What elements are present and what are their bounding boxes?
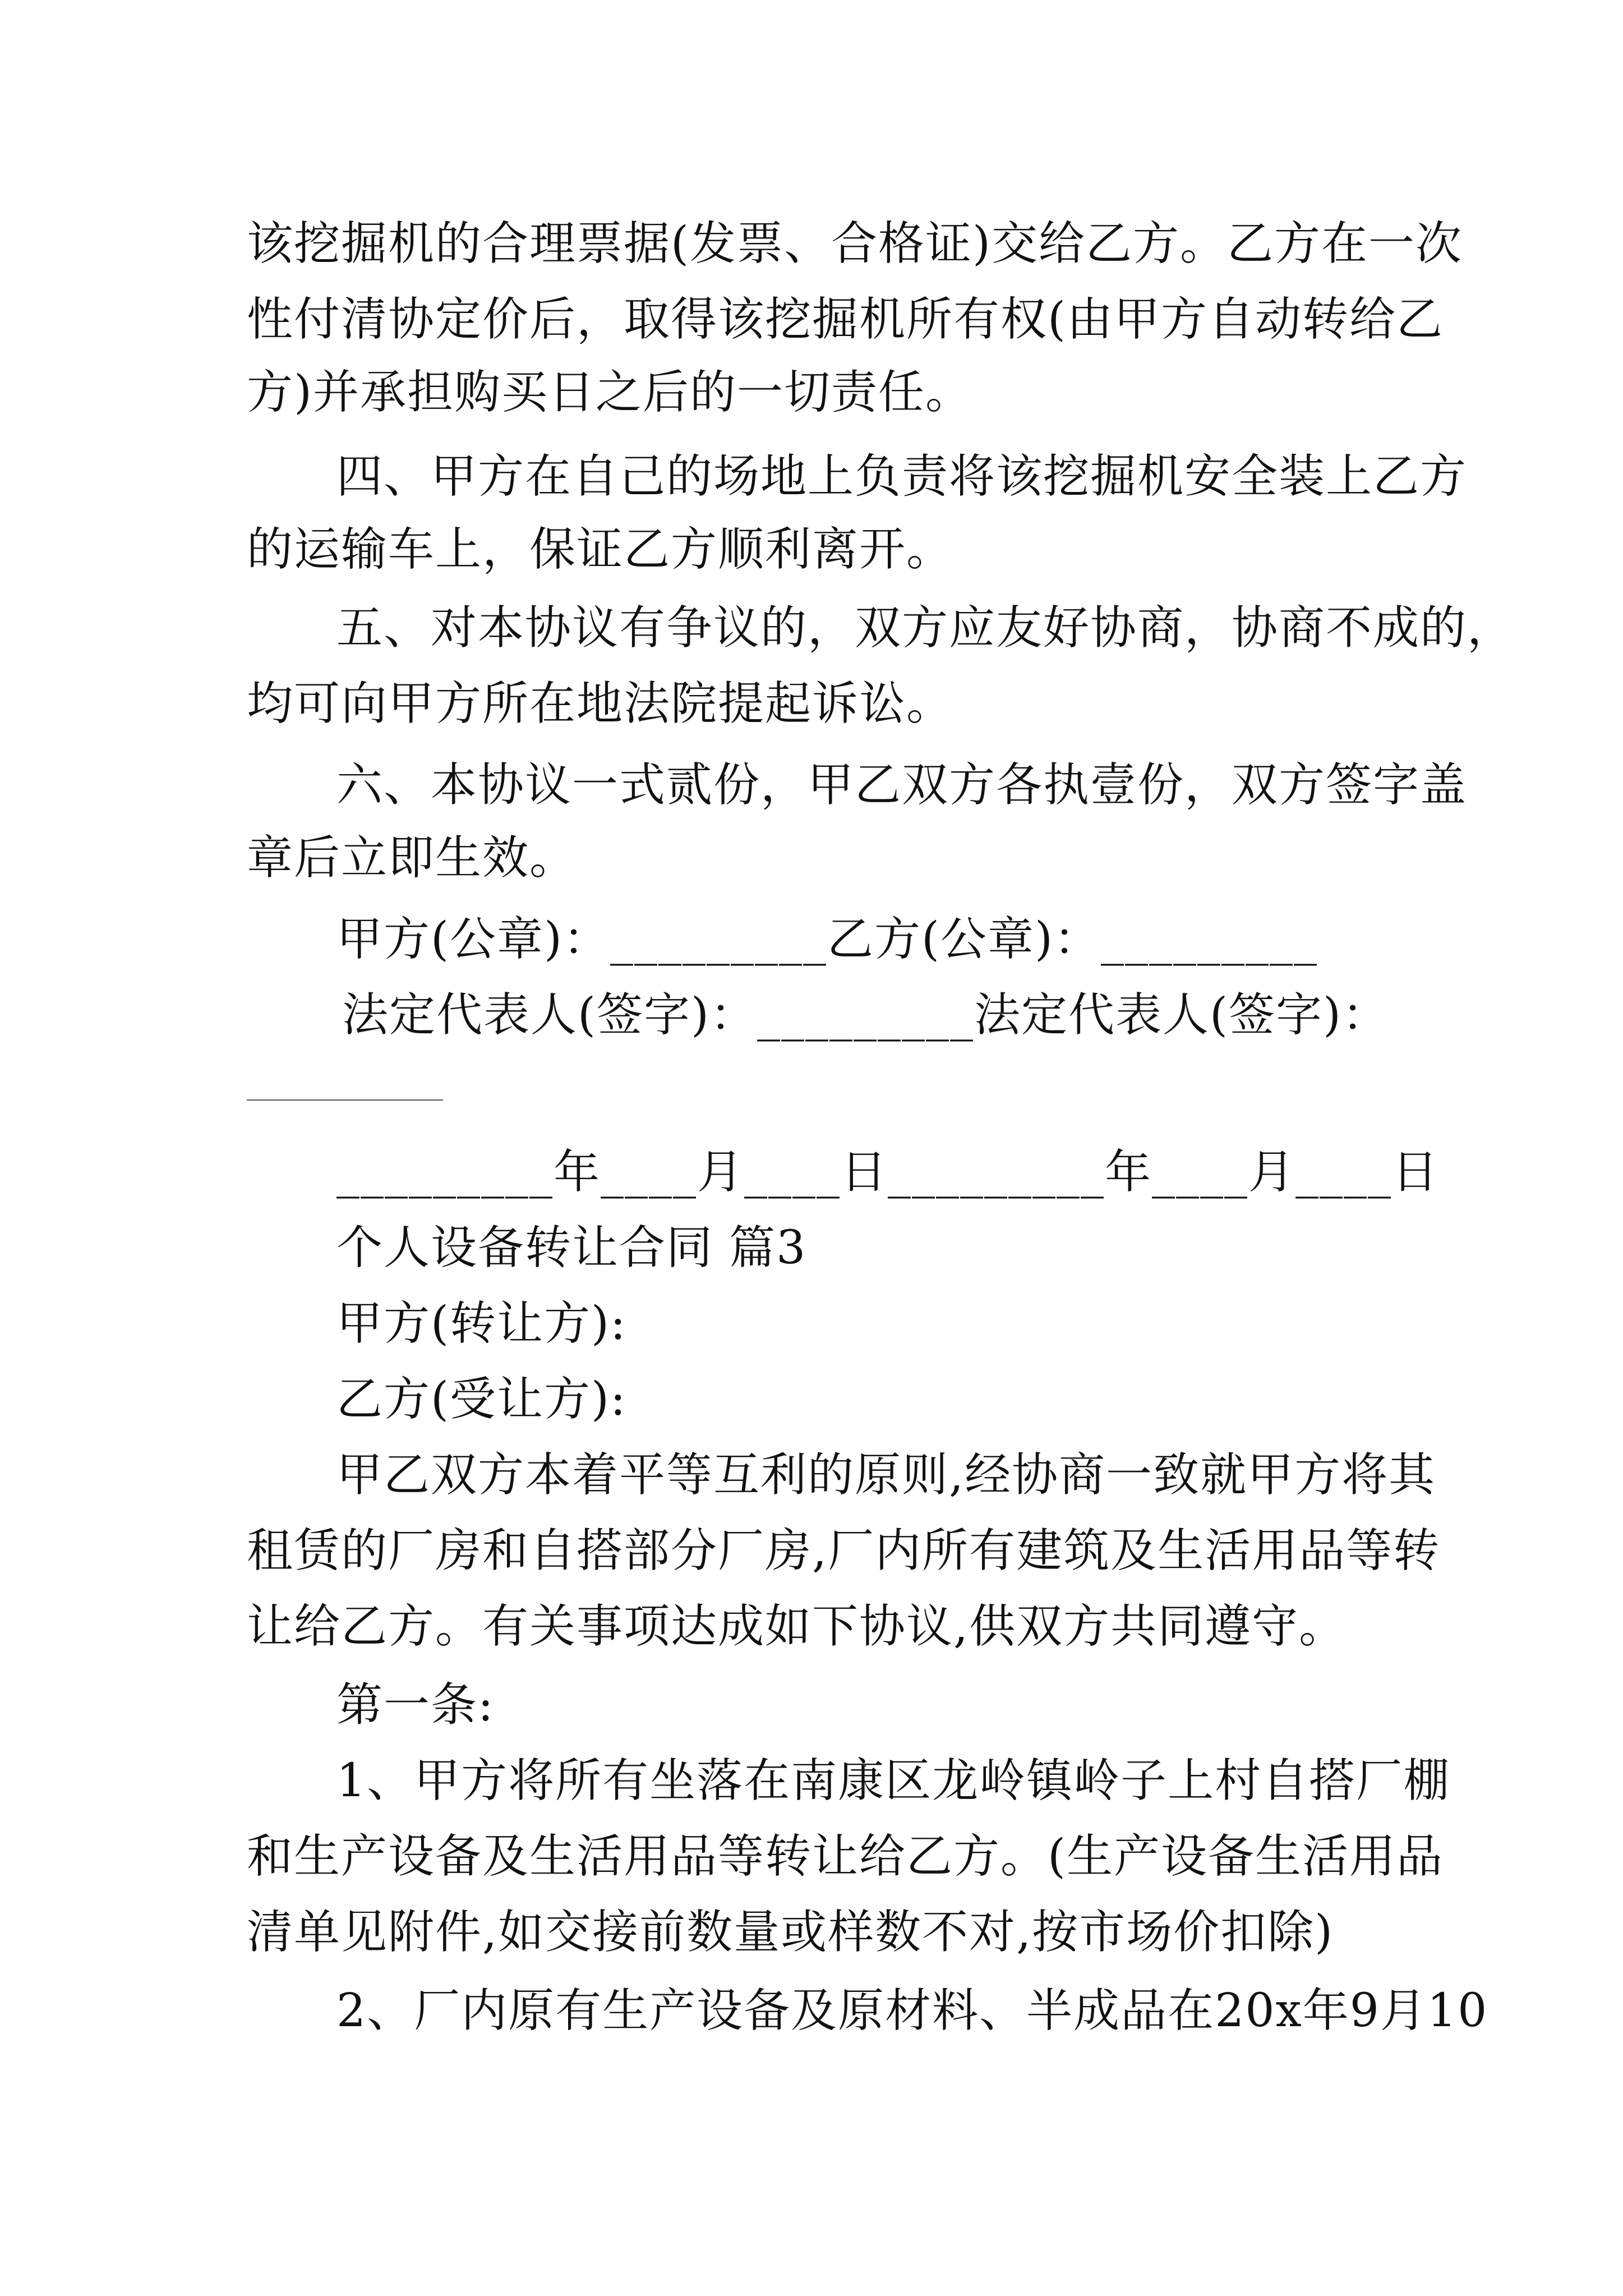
- paragraph-line: 和生产设备及生活用品等转让给乙方。(生产设备生活用品: [247, 1830, 1444, 1883]
- paragraph-line: 章后立即生效。: [247, 831, 577, 885]
- paragraph-line: 均可向甲方所在地法院提起诉讼。: [247, 677, 954, 730]
- signature-blank: [247, 1099, 443, 1101]
- clause-4-line: 四、甲方在自己的场地上负责将该挖掘机安全装上乙方: [336, 450, 1468, 503]
- party-b-line: 乙方(受让方):: [336, 1373, 627, 1426]
- paragraph-line: 方)并承担购买日之后的一切责任。: [247, 366, 972, 419]
- item-2-line: 2、厂内原有生产设备及原材料、半成品在20x年9月10: [336, 1984, 1488, 2037]
- clause-5-line: 五、对本协议有争议的，双方应友好协商，协商不成的，: [336, 601, 1515, 655]
- paragraph-line: 该挖掘机的合理票据(发票、合格证)交给乙方。乙方在一次: [247, 217, 1463, 270]
- article-1-heading: 第一条:: [336, 1678, 495, 1732]
- date-line: _________年____月____日_________年____月____日: [336, 1145, 1439, 1199]
- item-1-line: 1、甲方将所有坐落在南康区龙岭镇岭子上村自搭厂棚: [336, 1754, 1451, 1807]
- paragraph-line: 清单见附件,如交接前数量或样数不对,按市场价扣除): [247, 1906, 1334, 1959]
- party-seal-line: 甲方(公章)：_________乙方(公章)：_________: [336, 913, 1318, 966]
- paragraph-line: 性付清协定价后，取得该挖掘机所有权(由甲方自动转给乙: [247, 293, 1444, 346]
- paragraph-line: 租赁的厂房和自搭部分厂房,厂内所有建筑及生活用品等转: [247, 1524, 1441, 1577]
- paragraph-line: 让给乙方。有关事项达成如下协议,供双方共同遵守。: [247, 1600, 1347, 1653]
- legal-representative-line: 法定代表人(签字)：_________法定代表人(签字)：: [342, 988, 1389, 1042]
- party-a-line: 甲方(转让方):: [336, 1297, 627, 1350]
- clause-6-line: 六、本协议一式贰份，甲乙双方各执壹份，双方签字盖: [336, 758, 1468, 812]
- preamble-line: 甲乙双方本着平等互利的原则,经协商一致就甲方将其: [336, 1448, 1436, 1502]
- paragraph-line: 的运输车上，保证乙方顺利离开。: [247, 523, 954, 576]
- section-heading: 个人设备转让合同 篇3: [336, 1221, 807, 1274]
